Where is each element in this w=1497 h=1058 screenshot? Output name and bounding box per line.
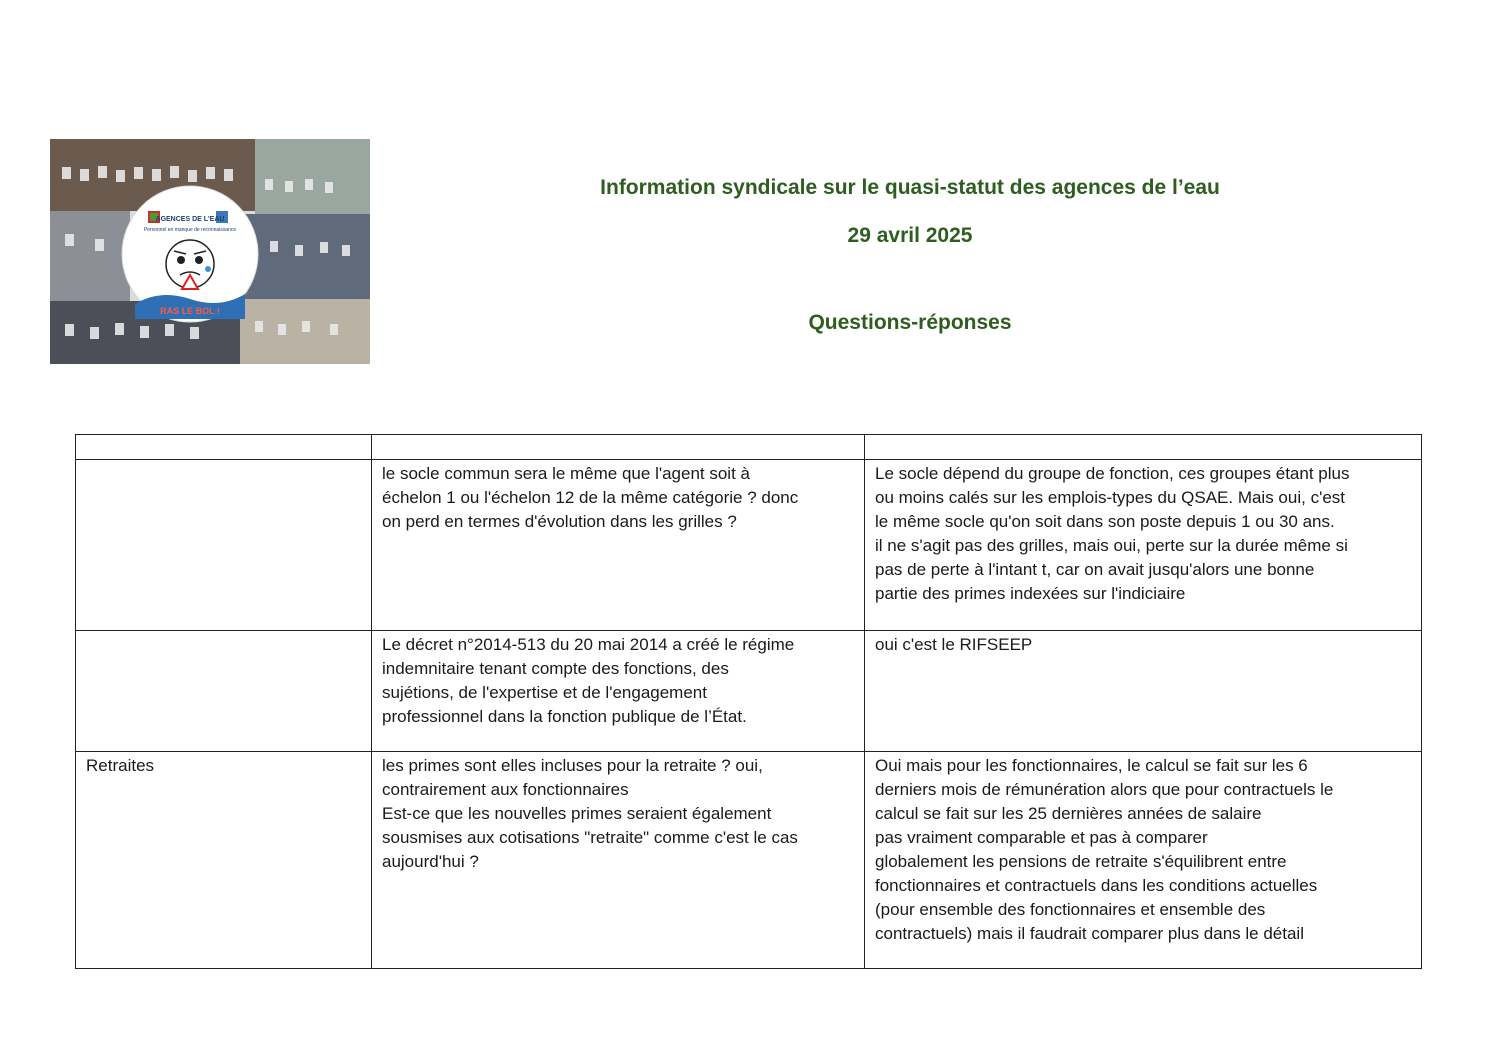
document-title: Information syndicale sur le quasi-statut des agences de l’eau [600, 176, 1220, 199]
table-row [76, 631, 1422, 752]
header-collage-image [50, 139, 370, 364]
document-subtitle: Questions-réponses [808, 311, 1012, 334]
table-row [76, 460, 1422, 631]
qa-table [75, 434, 1422, 969]
photo-tile [255, 139, 370, 214]
answer-cell: Oui mais pour les fonctionnaires, le calcul se fait sur les 6 derniers mois de rémunération alors que pour contractuels le calcul se fait sur les 25 dernières années de salaire pas vraiment comparable et pas à comparer globalement les pensions de retraite s'équilibrent entre fonctionnaires et contractuels dans les conditions actuelles (pour ensemble des fonctionnaires et ensemble des contractuels) mais il faudrait comparer plus dans le détail [865, 752, 1422, 969]
header-cell [865, 435, 1422, 460]
question-cell: le socle commun sera le même que l'agent soit à échelon 1 ou l'échelon 12 de la même catégorie ? donc on perd en termes d'évolution dans les grilles ? [372, 460, 865, 631]
theme-cell [76, 460, 372, 631]
table-header-row [76, 435, 1422, 460]
question-cell: Le décret n°2014-513 du 20 mai 2014 a créé le régime indemnitaire tenant compte des fonctions, des sujétions, de l'expertise et de l'engagement professionnel dans la fonction publique de l’État. [372, 631, 865, 752]
logo-brand-text: AGENCES DE L'EAU [155, 216, 225, 223]
theme-cell: Retraites [76, 752, 372, 969]
answer-cell: oui c'est le RIFSEEP [865, 631, 1422, 752]
theme-cell [76, 631, 372, 752]
table-row [76, 752, 1422, 969]
document-date: 29 avril 2025 [847, 224, 973, 247]
logo-tagline: Personnel en manque de reconnaissance [143, 227, 237, 233]
header-cell [76, 435, 372, 460]
logo-slogan: RAS LE BOL ! [160, 306, 220, 316]
collage-svg [50, 139, 370, 364]
photo-tile [50, 211, 130, 301]
answer-cell: Le socle dépend du groupe de fonction, ces groupes étant plus ou moins calés sur les emplois-types du QSAE. Mais oui, c'est le même socle qu'on soit dans son poste depuis 1 ou 30 ans. il ne s'agit pas des grilles, mais oui, perte sur la durée même si pas de perte à l'intant t, car on avait jusqu'alors une bonne partie des primes indexées sur l'indiciaire [865, 460, 1422, 631]
header-cell [372, 435, 865, 460]
photo-tile [240, 214, 370, 299]
question-cell: les primes sont elles incluses pour la retraite ? oui, contrairement aux fonctionnaires Est-ce que les nouvelles primes seraient également sousmises aux cotisations "retraite" comme c'est le cas aujourd'hui ? [372, 752, 865, 969]
